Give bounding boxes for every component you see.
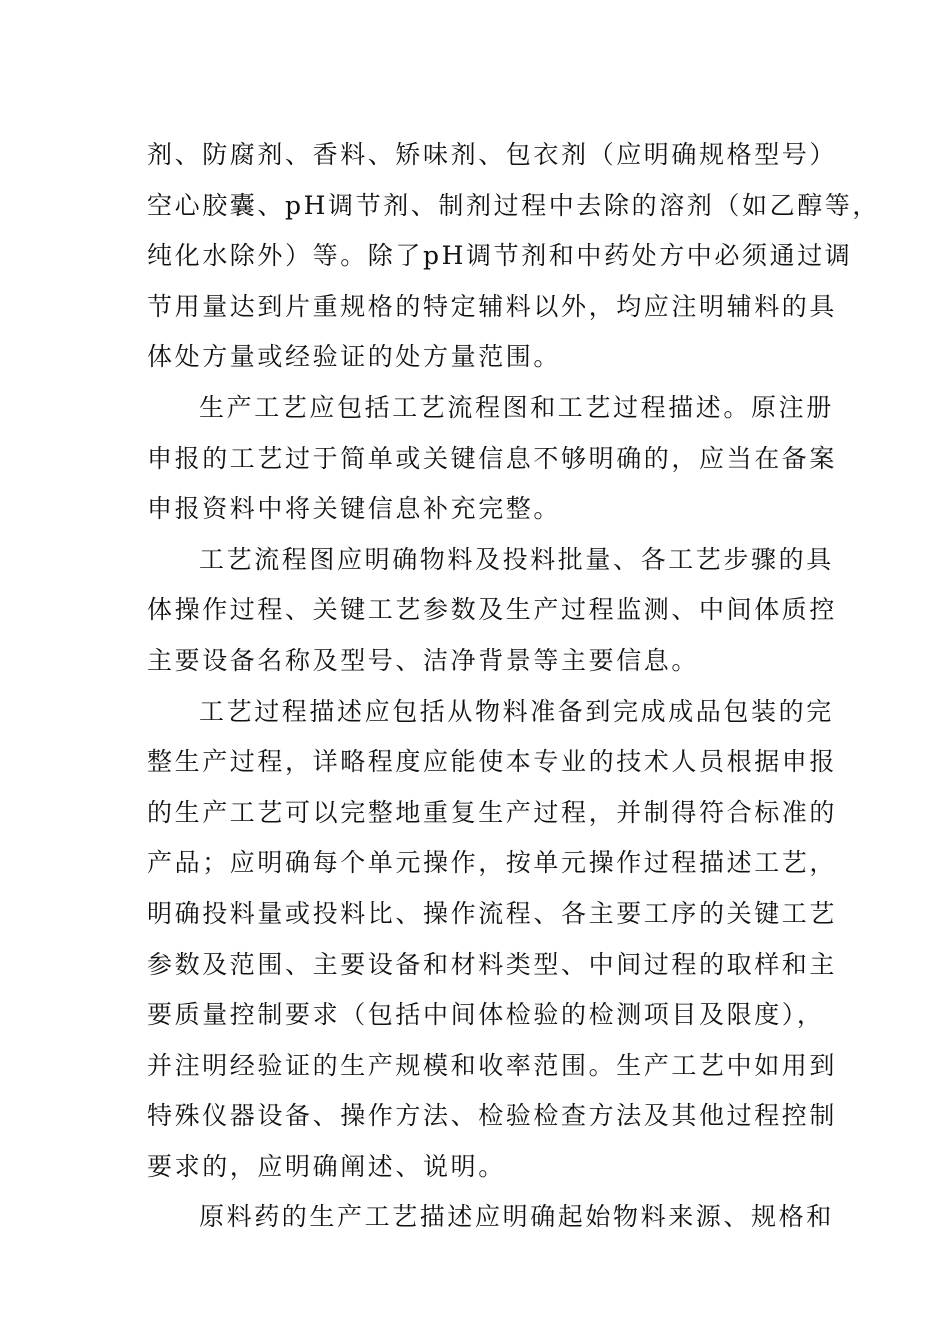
paragraph-first-line: 工艺流程图应明确物料及投料批量、各工艺步骤的具 <box>199 544 834 574</box>
body-text <box>147 130 881 1243</box>
text-line: 纯化水除外）等。除了pH调节剂和中药处方中必须通过调 <box>147 241 853 271</box>
text-line: 参数及范围、主要设备和材料类型、中间过程的取样和主 <box>147 949 838 979</box>
text-line: 体操作过程、关键工艺参数及生产过程监测、中间体质控 <box>147 595 838 625</box>
text-line: 体处方量或经验证的处方量范围。 <box>147 342 562 372</box>
paragraph-first-line: 工艺过程描述应包括从物料准备到完成成品包装的完 <box>199 696 834 726</box>
text-line: 整生产过程，详略程度应能使本专业的技术人员根据申报 <box>147 747 838 777</box>
text-line: 特殊仪器设备、操作方法、检验检查方法及其他过程控制 <box>147 1101 838 1131</box>
text-line: 要求的，应明确阐述、说明。 <box>147 1151 506 1181</box>
text-line: 并注明经验证的生产规模和收率范围。生产工艺中如用到 <box>147 1050 838 1080</box>
text-line: 申报的工艺过于简单或关键信息不够明确的，应当在备案 <box>147 443 838 473</box>
text-line: 主要设备名称及型号、洁净背景等主要信息。 <box>147 645 700 675</box>
paragraph-first-line: 原料药的生产工艺描述应明确起始物料来源、规格和 <box>199 1202 834 1232</box>
text-line: 明确投料量或投料比、操作流程、各主要工序的关键工艺 <box>147 898 838 928</box>
text-line: 空心胶囊、pH调节剂、制剂过程中去除的溶剂（如乙醇等， <box>147 190 881 220</box>
text-line: 节用量达到片重规格的特定辅料以外，均应注明辅料的具 <box>147 291 838 321</box>
text-line: 剂、防腐剂、香料、矫味剂、包衣剂（应明确规格型号） <box>147 140 838 169</box>
text-line: 产品；应明确每个单元操作，按单元操作过程描述工艺， <box>147 848 838 878</box>
text-line: 要质量控制要求（包括中间体检验的检测项目及限度）， <box>147 1000 825 1030</box>
text-line: 申报资料中将关键信息补充完整。 <box>147 494 562 524</box>
text-line: 的生产工艺可以完整地重复生产过程，并制得符合标准的 <box>147 797 838 827</box>
paragraph-first-line: 生产工艺应包括工艺流程图和工艺过程描述。原注册 <box>199 392 834 422</box>
